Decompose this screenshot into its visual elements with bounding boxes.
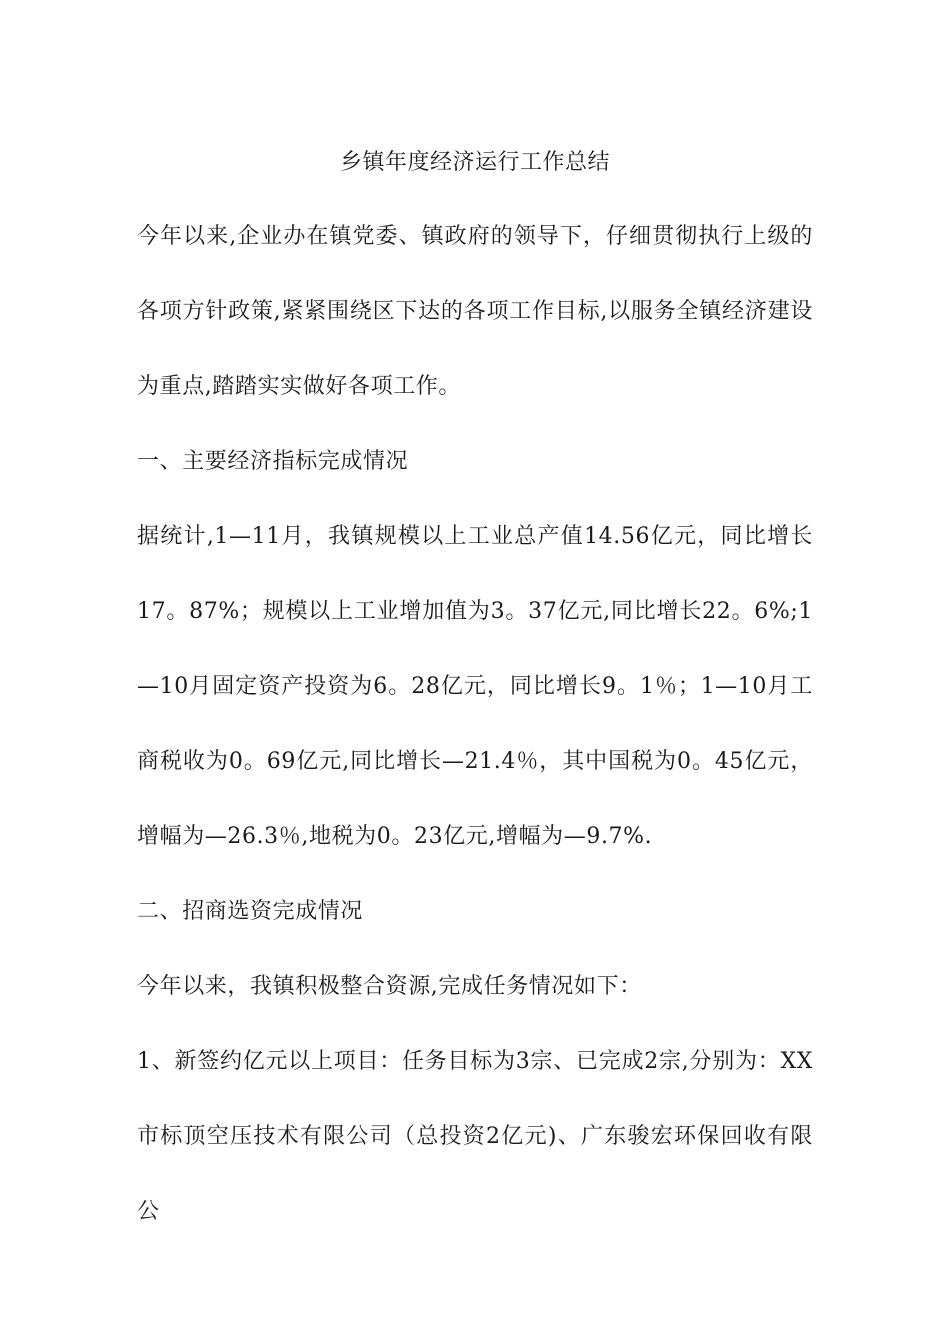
paragraph-investment-intro: 今年以来，我镇积极整合资源,完成任务情况如下： bbox=[137, 974, 642, 999]
document-body bbox=[137, 199, 813, 1249]
paragraph-intro: 今年以来,企业办在镇党委、镇政府的领导下，仔细贯彻执行上级的各项方针政策,紧紧围绕区下达的各项工作目标,以服务全镇经济建设为重点,踏踏实实做好各项工作。 bbox=[137, 224, 813, 399]
paragraph-new-projects: 1、新签约亿元以上项目：任务目标为3宗、已完成2宗,分别为：XX市标顶空压技术有限公司（总投资2亿元)、广东骏宏环保回收有限公 bbox=[137, 1049, 813, 1224]
section-heading-economic-indicators: 一、主要经济指标完成情况 bbox=[137, 449, 409, 474]
paragraph-statistics: 据统计,1—11月，我镇规模以上工业总产值14.56亿元，同比增长17。87%；规模以上工业增加值为3。37亿元,同比增长22。6%;1—10月固定资产投资为6。28亿元，同比增长9。1％；1—10月工商税收为0。69亿元,同比增长—21.4％，其中国税为0。45亿元，增幅为—26.3％,地税为0。23亿元,增幅为—9.7%. bbox=[137, 524, 813, 849]
document-title: 乡镇年度经济运行工作总结 bbox=[339, 150, 610, 175]
section-heading-investment: 二、招商选资完成情况 bbox=[137, 899, 364, 924]
